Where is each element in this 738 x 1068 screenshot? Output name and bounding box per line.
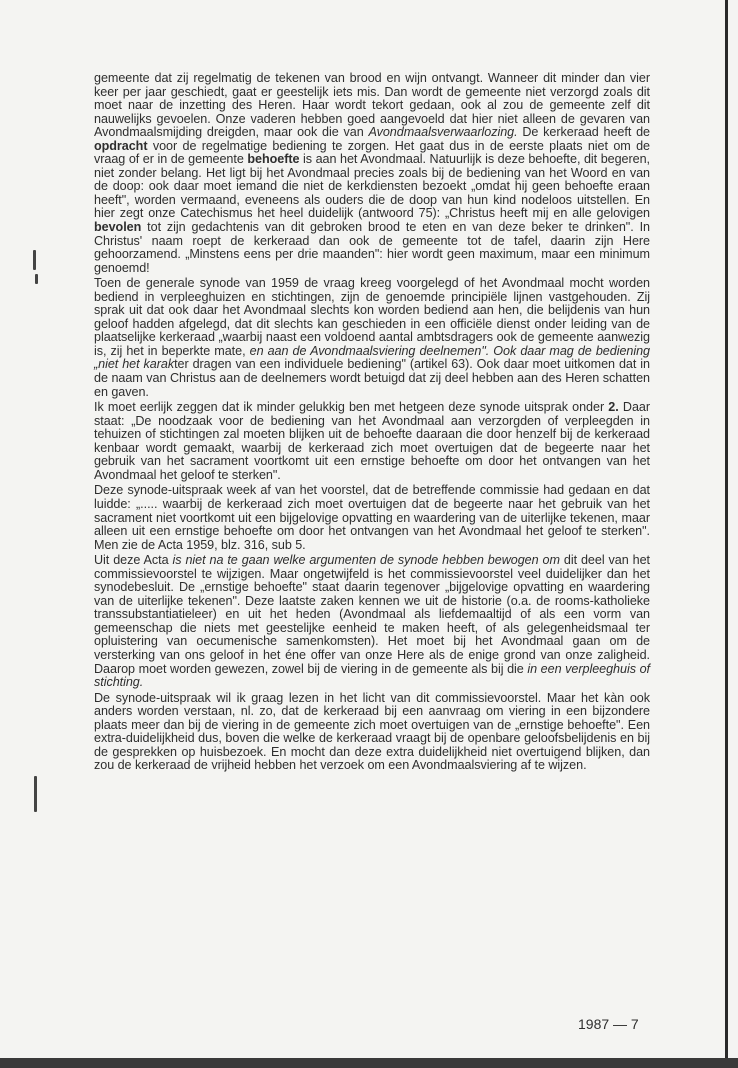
paragraph-2	[94, 277, 650, 399]
text-run: dit deel van het commissievoorstel te wijzigen. Maar ongetwijfeld is het commissievoorstel veel duidelijker dan het synodebesluit. De „ernstige behoefte" staat daarin tegenover „bijgelovige opvatting en waardering van de uiterlijke tekenen". Deze laatste zaken kennen we uit de historie (o.a. de rooms-katholieke transsubstantiatieleer) en uit het heden (Avondmaal als liefdemaaltijd of als een vorm van gemeenschap die niets met geestelijke eenheid te maken heeft, of als gelegenheidsmaal ter opluistering van oecumenische samenkomsten). Het moet bij het Avondmaal gaan om de versterking van ons geloof in het éne offer van onze Here als de enige grond van onze zaligheid. Daarop moet worden gewezen, zowel bij de viering in de gemeente als bij die	[94, 553, 650, 676]
italic-text: in een verpleeghuis of stichting.	[94, 661, 650, 690]
italic-text: is niet na te gaan welke argumenten de synode hebben bewogen om	[172, 553, 560, 568]
article-body	[94, 72, 650, 773]
text-run: is aan het Avondmaal. Natuurlijk is deze behoefte, dit begeren, niet zonder belang. Het ligt bij het Avondmaal precies zoals bij de bediening van het Woord en van de doop: ook daar moet iemand die niet de kerkdiensten bezoekt „omdat hij geen behoefte eraan heeft", worden vermaand, eveneens als ouders die de doop van hun kind nodeloos uitstellen. En hier zegt onze Catechismus het heel duidelijk (antwoord 75): „Christus heeft mij en alle gelovigen	[94, 152, 651, 221]
text-run: De synode-uitspraak wil ik graag lezen in het licht van dit commissievoorstel. Maar het kàn ook anders worden verstaan, nl. zo, dat de kerkeraad bij een aanvraag om viering in een bijzondere plaats meer dan bij de viering in de gemeente zich moet overtuigen van de „ernstige behoefte". Een extra-duidelijkheid dus, boven die welke de kerkeraad vraagt bij de openbare geloofsbelijdenis en bij de gesprekken op huisbezoek. En mocht dan deze extra duidelijkheid niet overtuigend blijken, dan zou de kerkeraad de vrijheid hebben het verzoek om een Avondmaalsviering af te wijzen.	[94, 690, 650, 773]
text-run: Toen de generale synode van 1959 de vraag kreeg voorgelegd of het Avondmaal mocht worden bediend in verpleeghuizen en stichtingen, zijn de genoemde principiële lijnen vastgehouden. Zij sprak uit dat ook daar het Avondmaal slechts kon worden bediend aan hen, die belijdenis van hun geloof hadden afgelegd, dat dit slechts kan geschieden in een officiële dienst onder leiding van de plaatselijke kerkeraad „waarbij naast een voldoend aantal ambtsdragers ook de gemeente aanwezig is, zij het in beperkte mate,	[94, 276, 650, 358]
binding-mark-3	[34, 776, 37, 812]
bold-text: behoefte	[247, 152, 300, 167]
text-run: gemeente dat zij regelmatig de tekenen van brood en wijn ontvangt. Wanneer dit minder dan vier keer per jaar geschiedt, gaat er geestelijk iets mis. Dan wordt de gemeente niet verzorgd zoals dit moet naar de inzetting des Heren. Haar wordt tekort gedaan, ook al zou de gemeente zelf dit nauwelijks gevoelen. Onze vaderen hebben goed aangevoeld dat hier niet alleen de gevaren van Avondmaalsmijding dreigden, maar ook die van	[94, 71, 650, 140]
text-run: tot zijn gedachtenis van dit gebroken brood te eten en van deze beker te drinken". In Christus' naam roept de kerkeraad dan ook de gemeente tot de tafel, daarin zijn Here gehoorzamend. „Minstens eens per drie maanden": hier wordt geen maximum, maar een minimum genoemd!	[94, 220, 650, 275]
text-run: voor de regelmatige bediening te zorgen. Het gaat dus in de eerste plaats niet om de vraag of er in de gemeente	[94, 138, 650, 167]
text-run: Daar staat: „De noodzaak voor de bediening van het Avondmaal aan verzorgden of verpleegden in tehuizen of stichtingen zal moeten blijken uit de behoefte daaraan die door henzelf bij de kerkeraad kenbaar wordt gemaakt, waarbij de kerkeraad zich moet overtuigen dat de begeerte naar het gebruik van het sacrament voortkomt uit een ernstige behoefte om door het ontvangen van het Avondmaal het geloof te sterken".	[94, 400, 650, 482]
italic-text: Avondmaalsverwaarlozing.	[368, 125, 518, 140]
binding-mark-1	[33, 250, 36, 270]
bold-text: 2.	[608, 400, 619, 415]
page-edge-shadow-bottom	[0, 1058, 738, 1068]
paragraph-5	[94, 554, 650, 689]
paragraph-1	[94, 72, 650, 275]
binding-mark-2	[35, 274, 38, 284]
paragraph-4	[94, 484, 650, 552]
page-edge-shadow-right	[725, 0, 728, 1068]
paragraph-3	[94, 401, 650, 482]
page-folio: 1987 — 7	[578, 1016, 639, 1032]
text-run: Uit deze Acta	[94, 553, 173, 568]
text-run: ter dragen van een individuele bediening" (artikel 63). Ook daar moet uitkomen dat in de naam van Christus aan de deelnemers wordt betuigd dat zij deel hebben aan des Heren schatten en gaven.	[94, 357, 650, 399]
bold-text: bevolen	[94, 220, 142, 235]
paragraph-6	[94, 692, 650, 773]
text-run: Deze synode-uitspraak week af van het voorstel, dat de betreffende commissie had gedaan en dat luidde: „..... waarbij de kerkeraad zich moet overtuigen dat de begeerte naar het gebruik van het sacrament niet voortkomt uit een bijgelovige opvatting en waardering van de uiterlijke tekenen, maar alleen uit een ernstige behoefte om door het ontvangen van het Avondmaal het geloof te sterken". Men zie de Acta 1959, blz. 316, sub 5.	[94, 483, 650, 552]
italic-text: en aan de Avondmaalsviering deelnemen". Ook daar mag de bediening „niet het karak	[94, 343, 651, 372]
text-run: Ik moet eerlijk zeggen dat ik minder gelukkig ben met hetgeen deze synode uitsprak onder	[94, 400, 609, 415]
text-run: De kerkeraad heeft de	[517, 125, 651, 140]
bold-text: opdracht	[94, 138, 148, 153]
